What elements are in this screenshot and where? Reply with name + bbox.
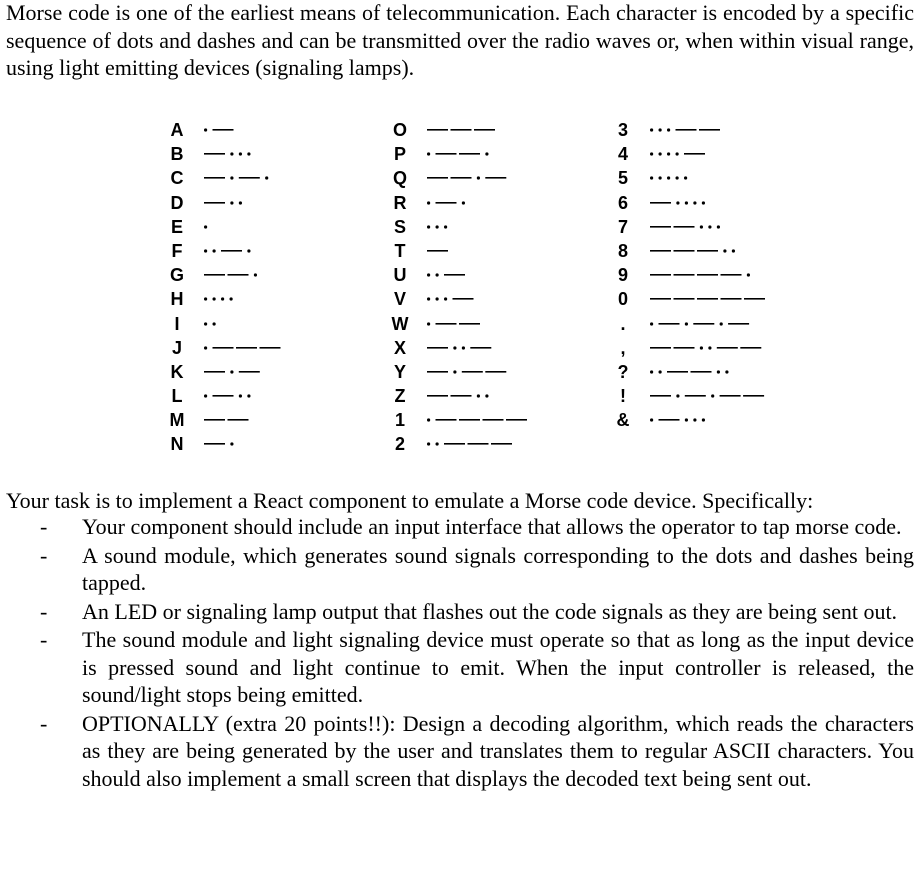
morse-dot: [717, 225, 720, 228]
morse-character: P: [393, 144, 406, 165]
morse-dash: [427, 129, 448, 131]
morse-dot: [230, 177, 233, 180]
morse-dash: [685, 395, 706, 397]
morse-dot: [453, 346, 456, 349]
bullet-dash: -: [40, 627, 48, 652]
morse-character: 8: [617, 240, 628, 261]
morse-character: 0: [617, 289, 628, 310]
morse-code-symbols: [427, 263, 467, 287]
morse-dash: [721, 298, 742, 300]
morse-character: 2: [394, 434, 405, 455]
morse-code-symbols: [204, 142, 253, 166]
morse-dash: [506, 419, 527, 421]
morse-dot: [230, 201, 233, 204]
requirement-item: [6, 710, 914, 793]
morse-dash: [693, 323, 714, 325]
morse-dot: [667, 128, 670, 131]
morse-character: V: [393, 289, 406, 310]
morse-code-symbols: [427, 239, 450, 263]
morse-character: R: [393, 192, 407, 213]
morse-dot: [667, 153, 670, 156]
morse-dash: [674, 226, 695, 228]
morse-dot: [427, 322, 430, 325]
morse-character: B: [170, 144, 184, 165]
morse-dash: [717, 347, 738, 349]
intro-paragraph: Morse code is one of the earliest means of telecommunication. Each character is encoded by a specific sequence of dots and dashes and can be transmitted over the radio waves or, when within visual range, using light emitting devices (signaling lamps).: [6, 0, 914, 80]
morse-character: T: [394, 240, 406, 261]
requirement-text: OPTIONALLY (extra 20 points!!): Design a decoding algorithm, which reads the characters as they are being generated by the user and translates them to regular ASCII characters. You should also implement a small screen that displays the decoded text being sent out.: [82, 710, 914, 791]
morse-character: N: [170, 434, 184, 455]
morse-code-symbols: [204, 191, 244, 215]
morse-dash: [674, 274, 695, 276]
morse-code-symbols: [650, 263, 752, 287]
morse-dash: [427, 347, 448, 349]
morse-dash: [697, 274, 718, 276]
morse-character: F: [171, 240, 183, 261]
morse-dash: [743, 395, 764, 397]
morse-dash: [204, 177, 225, 179]
morse-dash: [427, 395, 448, 397]
morse-dash: [459, 419, 480, 421]
morse-dash: [204, 274, 225, 276]
morse-dash: [427, 371, 448, 373]
morse-dash: [204, 419, 225, 421]
morse-dot: [204, 322, 207, 325]
morse-dot: [700, 225, 703, 228]
morse-dash: [728, 323, 749, 325]
morse-character: U: [393, 265, 407, 286]
morse-code-symbols: [427, 191, 467, 215]
morse-dot: [265, 177, 268, 180]
morse-code-symbols: [427, 215, 450, 239]
morse-code-symbols: [650, 312, 752, 336]
morse-dash: [674, 298, 695, 300]
morse-dash: [721, 274, 742, 276]
morse-code-symbols: [427, 142, 491, 166]
morse-character: ?: [617, 361, 629, 382]
morse-dash: [474, 129, 495, 131]
morse-dash: [436, 419, 457, 421]
morse-dot: [693, 201, 696, 204]
morse-character: Z: [394, 386, 406, 407]
morse-dash: [436, 323, 457, 325]
morse-dash: [236, 347, 257, 349]
morse-character: G: [169, 265, 184, 286]
morse-character: H: [170, 289, 184, 310]
morse-code-symbols: [427, 312, 482, 336]
morse-code-symbols: [650, 166, 690, 190]
morse-dot: [650, 419, 653, 422]
morse-dot: [204, 249, 207, 252]
morse-dash: [485, 177, 506, 179]
bullet-dash: -: [40, 514, 48, 539]
morse-dot: [427, 298, 430, 301]
morse-dot: [204, 346, 207, 349]
morse-dot: [685, 419, 688, 422]
morse-code-symbols: [427, 118, 497, 142]
morse-dot: [477, 177, 480, 180]
morse-dash: [697, 250, 718, 252]
morse-character: 9: [617, 265, 628, 286]
morse-dot: [230, 153, 233, 156]
requirement-item: [6, 626, 914, 709]
morse-dash: [684, 153, 705, 155]
bullet-dash: -: [40, 710, 48, 736]
morse-code-symbols: [204, 239, 253, 263]
morse-dash: [427, 250, 448, 252]
morse-dash: [239, 177, 260, 179]
morse-dot: [427, 443, 430, 446]
requirement-item: [6, 542, 914, 597]
morse-dash: [204, 443, 225, 445]
morse-dash: [650, 298, 671, 300]
morse-dot: [436, 274, 439, 277]
morse-dash: [260, 347, 281, 349]
morse-dash: [667, 371, 688, 373]
morse-character: O: [392, 120, 407, 140]
morse-dash: [213, 129, 234, 131]
morse-dot: [204, 225, 207, 228]
morse-dot: [427, 225, 430, 228]
morse-dot: [650, 128, 653, 131]
morse-code-symbols: [427, 360, 509, 384]
morse-character: 4: [617, 144, 628, 165]
morse-dot: [213, 298, 216, 301]
morse-dot: [485, 394, 488, 397]
morse-character: X: [393, 337, 406, 358]
bullet-dash: -: [40, 598, 48, 624]
requirements-list: [6, 513, 914, 793]
morse-code-symbols: [650, 191, 707, 215]
morse-code-symbols: [204, 408, 251, 432]
morse-dot: [436, 298, 439, 301]
morse-code-symbols: [650, 336, 764, 360]
morse-dot: [436, 225, 439, 228]
morse-dash: [659, 323, 680, 325]
morse-dot: [725, 370, 728, 373]
morse-code-symbols: [204, 215, 210, 239]
morse-dot: [650, 153, 653, 156]
morse-dash: [650, 347, 671, 349]
morse-dash: [676, 129, 697, 131]
morse-dash: [228, 274, 249, 276]
morse-code-symbols: [204, 287, 235, 311]
morse-dash: [427, 177, 448, 179]
morse-dash: [485, 371, 506, 373]
morse-dot: [676, 394, 679, 397]
morse-dash: [491, 443, 512, 445]
morse-dash: [720, 395, 741, 397]
morse-dot: [685, 322, 688, 325]
morse-dot: [453, 370, 456, 373]
morse-dash: [453, 298, 474, 300]
morse-dot: [427, 419, 430, 422]
morse-dot: [477, 394, 480, 397]
morse-dash: [650, 274, 671, 276]
morse-code-symbols: [204, 432, 236, 456]
morse-dot: [230, 370, 233, 373]
morse-dot: [213, 249, 216, 252]
morse-dot: [427, 201, 430, 204]
morse-dot: [693, 419, 696, 422]
morse-dash: [444, 443, 465, 445]
morse-dot: [650, 177, 653, 180]
morse-code-symbols: [650, 287, 767, 311]
morse-dash: [650, 226, 671, 228]
morse-dash: [459, 323, 480, 325]
morse-dash: [213, 395, 234, 397]
morse-dash: [697, 298, 718, 300]
bullet-dash: -: [40, 542, 48, 568]
morse-dash: [483, 419, 504, 421]
morse-code-symbols: [650, 408, 707, 432]
morse-dot: [676, 201, 679, 204]
morse-code-symbols: [427, 384, 491, 408]
morse-code-symbols: [427, 432, 514, 456]
morse-dash: [650, 202, 671, 204]
morse-dash: [204, 202, 225, 204]
morse-dash: [699, 129, 720, 131]
morse-character: S: [393, 216, 406, 237]
morse-dot: [659, 153, 662, 156]
morse-character: 5: [617, 168, 628, 189]
morse-dot: [221, 298, 224, 301]
morse-dash: [650, 395, 671, 397]
morse-character: !: [620, 386, 626, 407]
morse-dash: [204, 153, 225, 155]
morse-dash: [740, 347, 761, 349]
requirement-item: [6, 598, 914, 626]
morse-dot: [711, 394, 714, 397]
morse-code-symbols: [650, 360, 731, 384]
requirement-text: Your component should include an input interface that allows the operator to tap morse code.: [82, 514, 902, 539]
morse-dot: [659, 370, 662, 373]
morse-dot: [485, 153, 488, 156]
morse-dot: [247, 153, 250, 156]
morse-code-symbols: [427, 287, 476, 311]
requirement-text: An LED or signaling lamp output that flashes out the code signals as they are being sent out.: [82, 598, 898, 624]
morse-dot: [720, 322, 723, 325]
morse-dot: [427, 153, 430, 156]
morse-dot: [247, 394, 250, 397]
morse-dash: [468, 443, 489, 445]
morse-dot: [723, 249, 726, 252]
morse-character: Y: [393, 361, 406, 382]
morse-dot: [230, 298, 233, 301]
morse-dot: [247, 249, 250, 252]
morse-dash: [674, 347, 695, 349]
morse-dot: [650, 370, 653, 373]
morse-dot: [427, 274, 430, 277]
morse-dash: [204, 371, 225, 373]
morse-dash: [470, 347, 491, 349]
morse-code-symbols: [204, 118, 236, 142]
morse-dot: [708, 346, 711, 349]
morse-character: M: [169, 410, 185, 431]
morse-dot: [702, 201, 705, 204]
morse-character: Q: [392, 168, 407, 189]
morse-character: 7: [617, 216, 628, 237]
morse-dash: [462, 371, 483, 373]
morse-dash: [451, 129, 472, 131]
morse-code-symbols: [204, 263, 259, 287]
morse-dot: [747, 274, 750, 277]
morse-dash: [228, 419, 249, 421]
morse-code-symbols: [650, 239, 737, 263]
morse-character: I: [174, 313, 180, 334]
morse-character: L: [171, 386, 183, 407]
requirement-text: The sound module and light signaling device must operate so that as long as the input device is pressed sound and light continue to emit. When the input controller is released, the sound/light stops being emitted.: [82, 627, 914, 707]
morse-dot: [462, 201, 465, 204]
morse-dot: [717, 370, 720, 373]
morse-dot: [650, 322, 653, 325]
morse-code-symbols: [204, 312, 218, 336]
morse-dot: [239, 201, 242, 204]
morse-dot: [708, 225, 711, 228]
morse-character: K: [170, 361, 184, 382]
morse-character: D: [170, 192, 184, 213]
morse-dot: [204, 298, 207, 301]
morse-dot: [239, 394, 242, 397]
morse-dot: [204, 394, 207, 397]
morse-code-symbols: [650, 118, 722, 142]
morse-dot: [254, 274, 257, 277]
morse-dash: [451, 395, 472, 397]
morse-character: 3: [617, 120, 628, 140]
morse-character: A: [170, 120, 184, 140]
morse-dot: [700, 346, 703, 349]
morse-code-symbols: [650, 215, 722, 239]
morse-character: J: [171, 337, 182, 358]
morse-dot: [462, 346, 465, 349]
morse-character: 1: [394, 410, 405, 431]
morse-dot: [204, 128, 207, 131]
morse-character: .: [620, 313, 626, 334]
morse-character: W: [391, 313, 409, 334]
requirement-text: A sound module, which generates sound signals corresponding to the dots and dashes being tapped.: [82, 542, 914, 595]
morse-code-symbols: [427, 166, 509, 190]
morse-dash: [451, 177, 472, 179]
morse-dash: [459, 153, 480, 155]
requirement-item: [6, 513, 914, 541]
morse-character: ,: [620, 337, 626, 358]
morse-dash: [650, 250, 671, 252]
morse-dash: [674, 250, 695, 252]
morse-code-symbols: [204, 166, 271, 190]
morse-dash: [436, 202, 457, 204]
morse-dash: [691, 371, 712, 373]
morse-dash: [221, 250, 242, 252]
morse-dot: [702, 419, 705, 422]
morse-dot: [667, 177, 670, 180]
task-intro: Your task is to implement a React component to emulate a Morse code device. Specifically:: [6, 488, 814, 513]
morse-code-symbols: [427, 336, 494, 360]
morse-dot: [436, 443, 439, 446]
morse-dot: [676, 177, 679, 180]
morse-character: 6: [617, 192, 628, 213]
morse-code-symbols: [204, 336, 283, 360]
morse-dot: [444, 225, 447, 228]
morse-code-symbols: [650, 384, 767, 408]
morse-code-symbols: [650, 142, 707, 166]
morse-dot: [239, 153, 242, 156]
morse-character: C: [170, 168, 184, 189]
morse-dot: [213, 322, 216, 325]
morse-dot: [230, 443, 233, 446]
morse-code-symbols: [204, 384, 253, 408]
morse-dot: [732, 249, 735, 252]
morse-character: E: [170, 216, 183, 237]
morse-dash: [239, 371, 260, 373]
morse-dot: [659, 128, 662, 131]
morse-dash: [659, 419, 680, 421]
morse-code-symbols: [204, 360, 262, 384]
morse-dot: [684, 177, 687, 180]
morse-character: &: [616, 410, 630, 431]
morse-dash: [436, 153, 457, 155]
morse-dot: [685, 201, 688, 204]
morse-dot: [676, 153, 679, 156]
morse-dash: [744, 298, 765, 300]
morse-dash: [444, 274, 465, 276]
morse-dot: [444, 298, 447, 301]
morse-code-symbols: [427, 408, 529, 432]
morse-dash: [213, 347, 234, 349]
morse-dot: [659, 177, 662, 180]
